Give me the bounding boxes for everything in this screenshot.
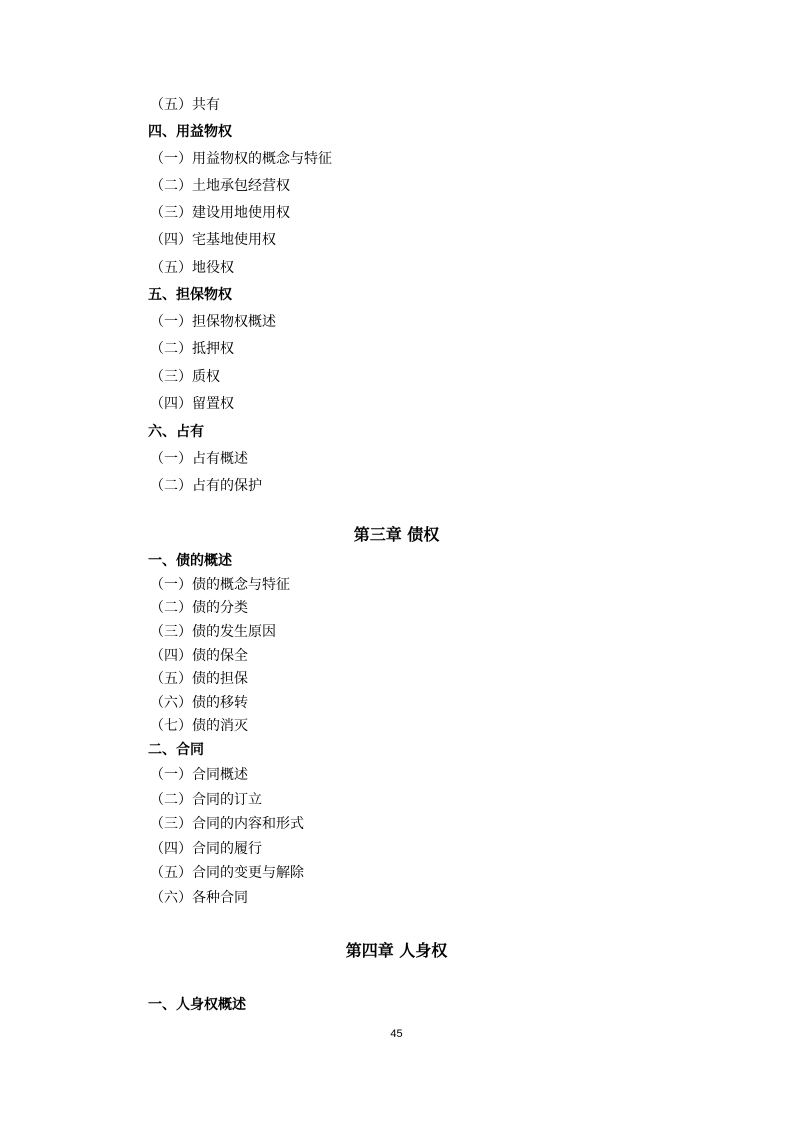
section-heading: 四、用益物权	[148, 124, 232, 140]
outline-item: （二）合同的订立	[150, 792, 262, 808]
outline-item: （三）合同的内容和形式	[150, 816, 304, 832]
section-heading: 二、合同	[148, 742, 204, 758]
section-heading: 一、人身权概述	[148, 997, 246, 1013]
outline-item: （二）债的分类	[150, 600, 248, 616]
chapter-title: 第三章 债权	[353, 525, 440, 544]
outline-item: （五）地役权	[150, 260, 234, 276]
outline-item: （五）债的担保	[150, 671, 248, 687]
outline-item: （六）各种合同	[150, 890, 248, 906]
outline-item: （七）债的消灭	[150, 718, 248, 734]
outline-item: （四）宅基地使用权	[150, 232, 276, 248]
outline-item: （四）留置权	[150, 396, 234, 412]
outline-item: （五）合同的变更与解除	[150, 865, 304, 881]
outline-item: （五）共有	[150, 97, 220, 113]
outline-item: （三）债的发生原因	[150, 624, 276, 640]
outline-item: （一）债的概念与特征	[150, 577, 290, 593]
section-heading: 五、担保物权	[148, 287, 232, 303]
outline-item: （三）建设用地使用权	[150, 205, 290, 221]
outline-item: （四）合同的履行	[150, 841, 262, 857]
outline-item: （一）占有概述	[150, 451, 248, 467]
outline-item: （二）土地承包经营权	[150, 178, 290, 194]
outline-item: （二）抵押权	[150, 341, 234, 357]
outline-item: （一）担保物权概述	[150, 314, 276, 330]
chapter-title: 第四章 人身权	[345, 941, 448, 960]
outline-item: （二）占有的保护	[150, 478, 262, 494]
outline-item: （一）合同概述	[150, 767, 248, 783]
outline-item: （三）质权	[150, 369, 220, 385]
outline-item: （六）债的移转	[150, 695, 248, 711]
page-number: 45	[390, 1028, 403, 1040]
outline-item: （一）用益物权的概念与特征	[150, 151, 332, 167]
section-heading: 一、债的概述	[148, 553, 232, 569]
section-heading: 六、占有	[148, 424, 204, 440]
outline-item: （四）债的保全	[150, 648, 248, 664]
